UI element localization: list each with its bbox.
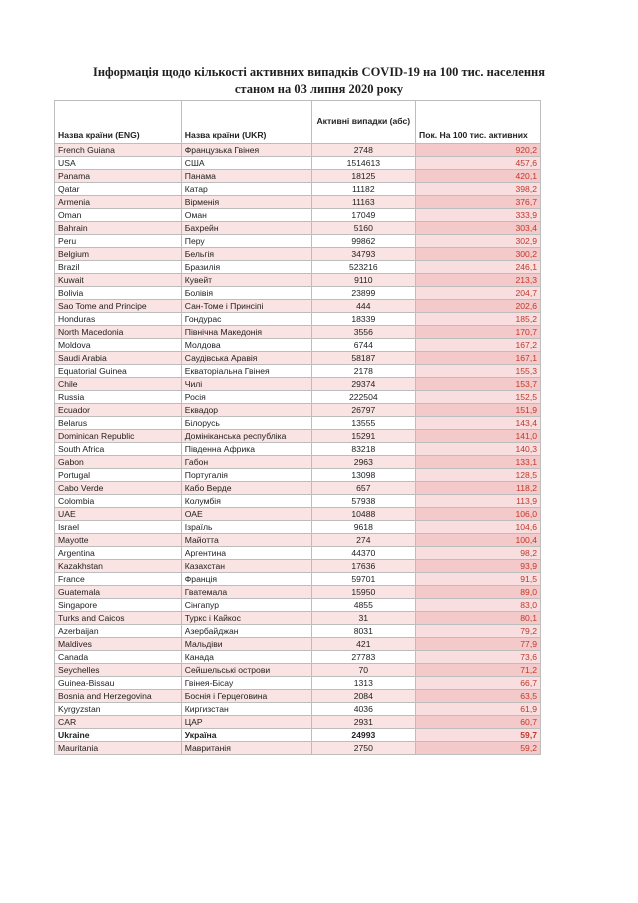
cell-rate: 170,7 — [416, 326, 541, 339]
cell-rate: 71,2 — [416, 664, 541, 677]
table-row — [55, 573, 541, 586]
cell-active-cases: 2750 — [311, 742, 415, 755]
cell-country-eng: Belarus — [55, 417, 182, 430]
cell-rate: 60,7 — [416, 716, 541, 729]
cell-country-eng: Canada — [55, 651, 182, 664]
cell-country-ukr: Вірменія — [181, 196, 311, 209]
cell-country-ukr: Гондурас — [181, 313, 311, 326]
table-row — [55, 521, 541, 534]
table-row — [55, 222, 541, 235]
cell-rate: 202,6 — [416, 300, 541, 313]
cell-country-ukr: Панама — [181, 170, 311, 183]
cell-active-cases: 23899 — [311, 287, 415, 300]
table-row — [55, 456, 541, 469]
cell-country-eng: CAR — [55, 716, 182, 729]
cell-country-eng: Gabon — [55, 456, 182, 469]
cell-rate: 113,9 — [416, 495, 541, 508]
cell-rate: 376,7 — [416, 196, 541, 209]
cell-country-eng: South Africa — [55, 443, 182, 456]
cell-country-ukr: Казахстан — [181, 560, 311, 573]
cell-country-ukr: Азербайджан — [181, 625, 311, 638]
cell-country-ukr: Аргентина — [181, 547, 311, 560]
cell-country-ukr: Бахрейн — [181, 222, 311, 235]
cell-country-ukr: Португалія — [181, 469, 311, 482]
cell-active-cases: 2084 — [311, 690, 415, 703]
cell-active-cases: 9110 — [311, 274, 415, 287]
cell-rate: 91,5 — [416, 573, 541, 586]
cell-active-cases: 4036 — [311, 703, 415, 716]
cell-country-ukr: Росія — [181, 391, 311, 404]
cell-rate: 104,6 — [416, 521, 541, 534]
cell-active-cases: 10488 — [311, 508, 415, 521]
table-row — [55, 716, 541, 729]
cell-country-ukr: ОАЕ — [181, 508, 311, 521]
cell-country-eng: Colombia — [55, 495, 182, 508]
cell-country-eng: Maldives — [55, 638, 182, 651]
cell-rate: 100,4 — [416, 534, 541, 547]
cell-country-ukr: Туркс і Кайкос — [181, 612, 311, 625]
cell-active-cases: 11163 — [311, 196, 415, 209]
header-active-cases: Активні випадки (абс) — [311, 101, 415, 144]
table-row — [55, 144, 541, 157]
cell-country-ukr: Бельгія — [181, 248, 311, 261]
cell-country-eng: Kazakhstan — [55, 560, 182, 573]
cell-country-ukr: Франція — [181, 573, 311, 586]
cell-rate: 398,2 — [416, 183, 541, 196]
cell-country-eng: Turks and Caicos — [55, 612, 182, 625]
cell-active-cases: 26797 — [311, 404, 415, 417]
table-header-row — [55, 101, 541, 144]
cell-country-ukr: Україна — [181, 729, 311, 742]
cell-active-cases: 57938 — [311, 495, 415, 508]
cell-active-cases: 3556 — [311, 326, 415, 339]
cell-active-cases: 4855 — [311, 599, 415, 612]
cell-country-eng: Chile — [55, 378, 182, 391]
table-row — [55, 339, 541, 352]
table-row — [55, 209, 541, 222]
cell-country-eng: Ecuador — [55, 404, 182, 417]
cell-active-cases: 59701 — [311, 573, 415, 586]
cell-country-eng: Sao Tome and Principe — [55, 300, 182, 313]
cell-active-cases: 31 — [311, 612, 415, 625]
cell-country-ukr: Південна Африка — [181, 443, 311, 456]
cell-active-cases: 2931 — [311, 716, 415, 729]
cell-country-eng: Argentina — [55, 547, 182, 560]
cell-country-eng: Peru — [55, 235, 182, 248]
cell-country-eng: Cabo Verde — [55, 482, 182, 495]
cell-country-eng: Guinea-Bissau — [55, 677, 182, 690]
table-row — [55, 443, 541, 456]
cell-rate: 333,9 — [416, 209, 541, 222]
cell-active-cases: 27783 — [311, 651, 415, 664]
cell-rate: 143,4 — [416, 417, 541, 430]
cell-country-ukr: Канада — [181, 651, 311, 664]
cell-country-eng: Honduras — [55, 313, 182, 326]
cell-rate: 153,7 — [416, 378, 541, 391]
cell-country-ukr: Боснія і Герцеговина — [181, 690, 311, 703]
cell-country-ukr: Мальдіви — [181, 638, 311, 651]
cell-country-eng: Mauritania — [55, 742, 182, 755]
cell-active-cases: 13098 — [311, 469, 415, 482]
cell-active-cases: 1514613 — [311, 157, 415, 170]
cell-rate: 79,2 — [416, 625, 541, 638]
table-row — [55, 300, 541, 313]
cell-rate: 155,3 — [416, 365, 541, 378]
cell-rate: 106,0 — [416, 508, 541, 521]
cell-country-ukr: Домініканська республіка — [181, 430, 311, 443]
cell-country-ukr: Молдова — [181, 339, 311, 352]
cell-rate: 59,2 — [416, 742, 541, 755]
cell-active-cases: 18125 — [311, 170, 415, 183]
cell-active-cases: 83218 — [311, 443, 415, 456]
cell-country-ukr: Саудівська Аравія — [181, 352, 311, 365]
table-row — [55, 313, 541, 326]
table-row — [55, 664, 541, 677]
table-row — [55, 196, 541, 209]
table-row — [55, 599, 541, 612]
cell-country-ukr: Еквадор — [181, 404, 311, 417]
cell-country-ukr: Перу — [181, 235, 311, 248]
cell-rate: 303,4 — [416, 222, 541, 235]
table-row — [55, 404, 541, 417]
cell-active-cases: 17049 — [311, 209, 415, 222]
cell-rate: 128,5 — [416, 469, 541, 482]
table-row — [55, 378, 541, 391]
cell-country-eng: Guatemala — [55, 586, 182, 599]
cell-country-eng: Armenia — [55, 196, 182, 209]
cell-country-eng: Equatorial Guinea — [55, 365, 182, 378]
cell-country-eng: Moldova — [55, 339, 182, 352]
covid-table — [54, 100, 541, 755]
cell-active-cases: 58187 — [311, 352, 415, 365]
cell-rate: 302,9 — [416, 235, 541, 248]
table-row — [55, 261, 541, 274]
header-country-ukr: Назва країни (UKR) — [181, 101, 311, 144]
cell-active-cases: 523216 — [311, 261, 415, 274]
cell-country-eng: French Guiana — [55, 144, 182, 157]
cell-country-ukr: Мавританія — [181, 742, 311, 755]
cell-active-cases: 44370 — [311, 547, 415, 560]
cell-rate: 77,9 — [416, 638, 541, 651]
cell-rate: 118,2 — [416, 482, 541, 495]
cell-rate: 59,7 — [416, 729, 541, 742]
cell-rate: 185,2 — [416, 313, 541, 326]
cell-country-ukr: Північна Македонія — [181, 326, 311, 339]
table-row — [55, 742, 541, 755]
cell-active-cases: 274 — [311, 534, 415, 547]
cell-active-cases: 18339 — [311, 313, 415, 326]
cell-country-ukr: Кувейт — [181, 274, 311, 287]
table-row — [55, 352, 541, 365]
table-row — [55, 287, 541, 300]
table-row — [55, 326, 541, 339]
cell-country-ukr: Сінгапур — [181, 599, 311, 612]
cell-country-ukr: Колумбія — [181, 495, 311, 508]
table-row — [55, 495, 541, 508]
title-line-1: Інформація щодо кількості активних випадків COVID-19 на 100 тис. населення — [92, 65, 546, 79]
cell-country-eng: Kyrgyzstan — [55, 703, 182, 716]
table-row — [55, 586, 541, 599]
cell-rate: 140,3 — [416, 443, 541, 456]
table-row — [55, 534, 541, 547]
cell-country-ukr: Габон — [181, 456, 311, 469]
cell-country-ukr: Майотта — [181, 534, 311, 547]
cell-rate: 61,9 — [416, 703, 541, 716]
cell-country-ukr: Оман — [181, 209, 311, 222]
cell-active-cases: 99862 — [311, 235, 415, 248]
table-row — [55, 508, 541, 521]
cell-country-ukr: ЦАР — [181, 716, 311, 729]
cell-country-eng: Brazil — [55, 261, 182, 274]
cell-active-cases: 2178 — [311, 365, 415, 378]
cell-rate: 141,0 — [416, 430, 541, 443]
cell-country-eng: Dominican Republic — [55, 430, 182, 443]
cell-country-ukr: Чилі — [181, 378, 311, 391]
table-row — [55, 625, 541, 638]
cell-country-ukr: Сейшельські острови — [181, 664, 311, 677]
cell-country-ukr: США — [181, 157, 311, 170]
table-row — [55, 183, 541, 196]
cell-country-ukr: Гвінея-Бісау — [181, 677, 311, 690]
cell-active-cases: 9618 — [311, 521, 415, 534]
cell-country-eng: Portugal — [55, 469, 182, 482]
table-row — [55, 248, 541, 261]
cell-rate: 98,2 — [416, 547, 541, 560]
cell-country-eng: North Macedonia — [55, 326, 182, 339]
table-row — [55, 638, 541, 651]
cell-country-eng: Bahrain — [55, 222, 182, 235]
cell-active-cases: 24993 — [311, 729, 415, 742]
table-row — [55, 482, 541, 495]
cell-country-eng: Saudi Arabia — [55, 352, 182, 365]
cell-country-ukr: Кабо Верде — [181, 482, 311, 495]
cell-country-eng: UAE — [55, 508, 182, 521]
cell-country-eng: Ukraine — [55, 729, 182, 742]
table-body — [55, 144, 541, 755]
table-row — [55, 430, 541, 443]
table-row — [55, 391, 541, 404]
cell-rate: 420,1 — [416, 170, 541, 183]
cell-rate: 63,5 — [416, 690, 541, 703]
cell-active-cases: 15950 — [311, 586, 415, 599]
cell-country-ukr: Французька Гвінея — [181, 144, 311, 157]
cell-country-eng: Bosnia and Herzegovina — [55, 690, 182, 703]
cell-rate: 167,1 — [416, 352, 541, 365]
cell-country-eng: USA — [55, 157, 182, 170]
cell-rate: 151,9 — [416, 404, 541, 417]
cell-country-ukr: Киргизстан — [181, 703, 311, 716]
title-line-2: станом на 03 липня 2020 року — [234, 82, 404, 96]
cell-country-eng: Panama — [55, 170, 182, 183]
cell-rate: 457,6 — [416, 157, 541, 170]
cell-active-cases: 70 — [311, 664, 415, 677]
cell-active-cases: 13555 — [311, 417, 415, 430]
cell-country-eng: Belgium — [55, 248, 182, 261]
cell-active-cases: 421 — [311, 638, 415, 651]
cell-country-ukr: Болівія — [181, 287, 311, 300]
cell-country-eng: Russia — [55, 391, 182, 404]
cell-rate: 920,2 — [416, 144, 541, 157]
cell-rate: 152,5 — [416, 391, 541, 404]
cell-country-eng: Israel — [55, 521, 182, 534]
cell-country-eng: France — [55, 573, 182, 586]
table-row — [55, 274, 541, 287]
table-row — [55, 547, 541, 560]
table-row — [55, 417, 541, 430]
cell-rate: 73,6 — [416, 651, 541, 664]
cell-rate: 204,7 — [416, 287, 541, 300]
cell-active-cases: 444 — [311, 300, 415, 313]
table-row — [55, 703, 541, 716]
cell-country-ukr: Екваторіальна Гвінея — [181, 365, 311, 378]
cell-active-cases: 6744 — [311, 339, 415, 352]
header-rate-per-100k: Пок. На 100 тис. активних — [416, 101, 541, 144]
cell-country-ukr: Гватемала — [181, 586, 311, 599]
cell-rate: 167,2 — [416, 339, 541, 352]
cell-country-eng: Oman — [55, 209, 182, 222]
cell-country-eng: Singapore — [55, 599, 182, 612]
cell-country-eng: Kuwait — [55, 274, 182, 287]
cell-active-cases: 1313 — [311, 677, 415, 690]
cell-active-cases: 17636 — [311, 560, 415, 573]
cell-country-ukr: Сан-Томе і Принсіпі — [181, 300, 311, 313]
cell-rate: 83,0 — [416, 599, 541, 612]
document-title — [0, 64, 638, 98]
cell-active-cases: 222504 — [311, 391, 415, 404]
cell-country-eng: Mayotte — [55, 534, 182, 547]
cell-active-cases: 8031 — [311, 625, 415, 638]
cell-rate: 93,9 — [416, 560, 541, 573]
cell-country-eng: Qatar — [55, 183, 182, 196]
table-row — [55, 729, 541, 742]
cell-active-cases: 5160 — [311, 222, 415, 235]
cell-country-eng: Seychelles — [55, 664, 182, 677]
cell-rate: 89,0 — [416, 586, 541, 599]
header-country-eng: Назва країни (ENG) — [55, 101, 182, 144]
cell-country-eng: Bolivia — [55, 287, 182, 300]
cell-rate: 300,2 — [416, 248, 541, 261]
cell-country-ukr: Бразилія — [181, 261, 311, 274]
table-row — [55, 235, 541, 248]
cell-rate: 133,1 — [416, 456, 541, 469]
table-row — [55, 677, 541, 690]
table-row — [55, 690, 541, 703]
table-row — [55, 170, 541, 183]
cell-country-ukr: Білорусь — [181, 417, 311, 430]
table-row — [55, 651, 541, 664]
cell-rate: 213,3 — [416, 274, 541, 287]
table-row — [55, 469, 541, 482]
table-row — [55, 560, 541, 573]
cell-country-ukr: Ізраїль — [181, 521, 311, 534]
table-row — [55, 612, 541, 625]
cell-active-cases: 2963 — [311, 456, 415, 469]
cell-country-eng: Azerbaijan — [55, 625, 182, 638]
cell-active-cases: 29374 — [311, 378, 415, 391]
cell-rate: 80,1 — [416, 612, 541, 625]
cell-active-cases: 11182 — [311, 183, 415, 196]
cell-country-ukr: Катар — [181, 183, 311, 196]
table-row — [55, 157, 541, 170]
cell-active-cases: 34793 — [311, 248, 415, 261]
cell-active-cases: 2748 — [311, 144, 415, 157]
cell-active-cases: 657 — [311, 482, 415, 495]
cell-active-cases: 15291 — [311, 430, 415, 443]
cell-rate: 66,7 — [416, 677, 541, 690]
table-row — [55, 365, 541, 378]
cell-rate: 246,1 — [416, 261, 541, 274]
